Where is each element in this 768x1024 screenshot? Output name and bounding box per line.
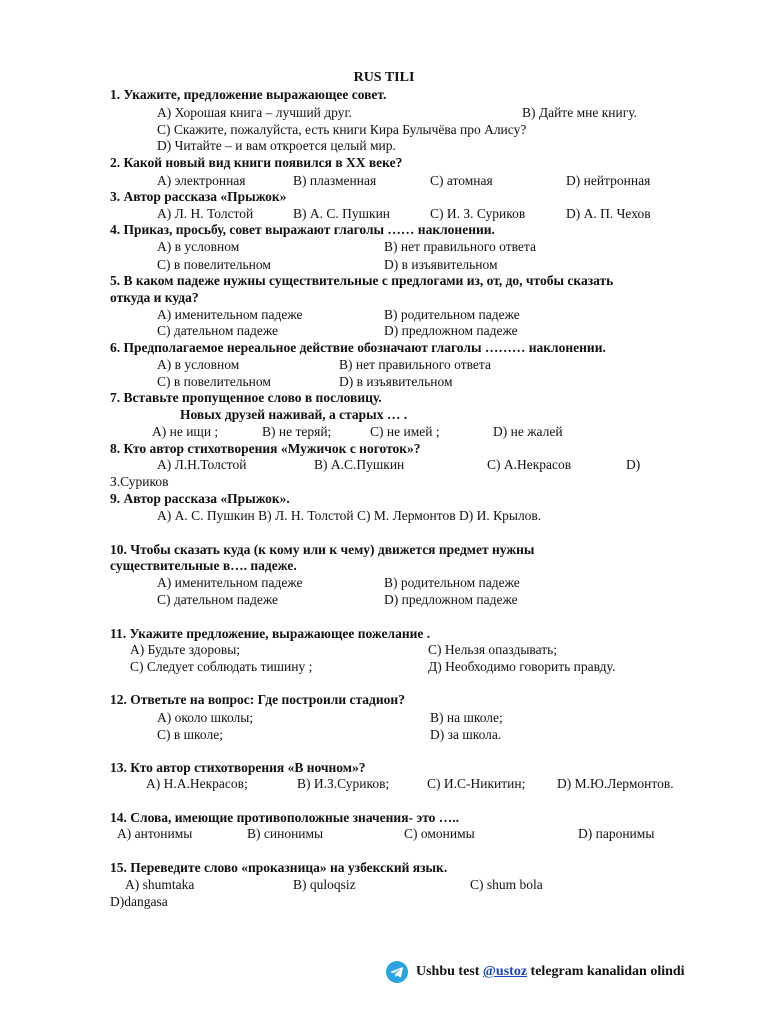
question-1: 1. Укажите, предложение выражающее совет. xyxy=(110,87,387,102)
question-3: 3. Автор рассказа «Прыжок» xyxy=(110,189,287,204)
q8-option-d-text: З.Суриков xyxy=(110,474,169,489)
question-4: 4. Приказ, просьбу, совет выражают глаголы …… наклонении. xyxy=(110,222,495,237)
q7-option-b: В) не теряй; xyxy=(262,424,332,439)
question-8: 8. Кто автор стихотворения «Мужичок с ноготок»? xyxy=(110,441,421,456)
question-2: 2. Какой новый вид книги появился в XX веке? xyxy=(110,155,403,170)
q1-option-b: В) Дайте мне книгу. xyxy=(522,105,638,120)
question-12: 12. Ответьте на вопрос: Где построили стадион? xyxy=(110,692,405,707)
q6-option-b: В) нет правильного ответа xyxy=(339,357,491,372)
q14-option-a: А) антонимы xyxy=(117,826,193,841)
q1-option-a: А) Хорошая книга – лучший друг. xyxy=(157,105,352,120)
q15-option-a: A) shumtaka xyxy=(125,877,195,892)
question-5-cont: откуда и куда? xyxy=(110,290,199,305)
q6-option-c: С) в повелительном xyxy=(157,374,271,389)
q15-option-b: B) quloqsiz xyxy=(293,877,356,892)
question-6: 6. Предполагаемое нереальное действие обозначают глаголы ……… наклонении. xyxy=(110,340,606,355)
q10-option-a: А) именительном падеже xyxy=(157,575,303,590)
q10-option-b: В) родительном падеже xyxy=(384,575,520,590)
q2-option-b: В) плазменная xyxy=(293,173,377,188)
q1-option-d: D) Читайте – и вам откроется целый мир. xyxy=(157,138,396,153)
q4-option-a: А) в условном xyxy=(157,239,240,254)
q14-option-b: В) синонимы xyxy=(247,826,324,841)
question-10: 10. Чтобы сказать куда (к кому или к чему) движется предмет нужны xyxy=(110,542,535,557)
q8-option-b: В) А.С.Пушкин xyxy=(314,457,405,472)
q2-option-d: D) нейтронная xyxy=(566,173,651,188)
q7-option-a: А) не ищи ; xyxy=(152,424,219,439)
q3-option-a: А) Л. Н. Толстой xyxy=(157,206,254,221)
q11-option-a: А) Будьте здоровы; xyxy=(130,642,241,657)
question-14: 14. Слова, имеющие противоположные значения- это ….. xyxy=(110,810,460,825)
q7-option-c: С) не имей ; xyxy=(370,424,440,439)
footer-suffix: telegram kanalidan olindi xyxy=(527,964,685,979)
q14-option-c: С) омонимы xyxy=(404,826,475,841)
q11-option-c: С) Следует соблюдать тишину ; xyxy=(130,659,313,674)
q4-option-c: С) в повелительном xyxy=(157,257,271,272)
q8-option-d: D) xyxy=(626,457,641,472)
q11-option-d: Д) Необходимо говорить правду. xyxy=(428,659,616,674)
q4-option-d: D) в изъявительном xyxy=(384,257,498,272)
q2-option-c: С) атомная xyxy=(430,173,493,188)
q13-option-b: В) И.З.Суриков; xyxy=(297,776,390,791)
page-title: RUS TILI xyxy=(353,70,415,85)
question-10-cont: существительные в…. падеже. xyxy=(110,558,297,573)
q8-option-c: С) А.Некрасов xyxy=(487,457,572,472)
q5-option-a: А) именительном падеже xyxy=(157,307,303,322)
q5-option-d: D) предложном падеже xyxy=(384,323,518,338)
q1-option-c: С) Скажите, пожалуйста, есть книги Кира Булычёва про Алису? xyxy=(157,122,527,137)
channel-link[interactable]: @ustoz xyxy=(482,964,528,979)
q7-proverb: Новых друзей наживай, а старых … . xyxy=(180,407,408,422)
q10-option-c: С) дательном падеже xyxy=(157,592,279,607)
question-13: 13. Кто автор стихотворения «В ночном»? xyxy=(110,760,366,775)
question-7: 7. Вставьте пропущенное слово в пословицу. xyxy=(110,390,382,405)
question-15: 15. Переведите слово «проказница» на узбекский язык. xyxy=(110,860,448,875)
q12-option-c: С) в школе; xyxy=(157,727,223,742)
q11-option-b: С) Нельзя опаздывать; xyxy=(428,642,558,657)
q3-option-c: С) И. З. Суриков xyxy=(430,206,526,221)
q3-option-b: В) А. С. Пушкин xyxy=(293,206,391,221)
telegram-icon xyxy=(386,961,408,983)
q15-option-d: D)dangasa xyxy=(110,894,168,909)
q13-option-c: С) И.С-Никитин; xyxy=(427,776,526,791)
q7-option-d: D) не жалей xyxy=(493,424,563,439)
q9-options: А) А. С. Пушкин В) Л. Н. Толстой С) М. Лермонтов D) И. Крылов. xyxy=(157,508,542,523)
footer-prefix: Ushbu test xyxy=(416,964,483,979)
q6-option-d: D) в изъявительном xyxy=(339,374,453,389)
q14-option-d: D) паронимы xyxy=(578,826,655,841)
q6-option-a: А) в условном xyxy=(157,357,240,372)
q12-option-d: D) за школа. xyxy=(430,727,502,742)
q13-option-d: D) М.Ю.Лермонтов. xyxy=(557,776,674,791)
q5-option-b: В) родительном падеже xyxy=(384,307,520,322)
q8-option-a: А) Л.Н.Толстой xyxy=(157,457,247,472)
source-footer xyxy=(386,961,685,983)
q12-option-a: А) около школы; xyxy=(157,710,254,725)
footer-text xyxy=(416,964,685,980)
q4-option-b: В) нет правильного ответа xyxy=(384,239,536,254)
q2-option-a: А) электронная xyxy=(157,173,246,188)
q13-option-a: А) Н.А.Некрасов; xyxy=(146,776,248,791)
q10-option-d: D) предложном падеже xyxy=(384,592,518,607)
question-9: 9. Автор рассказа «Прыжок». xyxy=(110,491,290,506)
q12-option-b: В) на школе; xyxy=(430,710,503,725)
q15-option-c: C) shum bola xyxy=(470,877,543,892)
question-5: 5. В каком падеже нужны существительные с предлогами из, от, до, чтобы сказать xyxy=(110,273,614,288)
q5-option-c: С) дательном падеже xyxy=(157,323,279,338)
question-11: 11. Укажите предложение, выражающее пожелание . xyxy=(110,626,431,641)
q3-option-d: D) А. П. Чехов xyxy=(566,206,651,221)
